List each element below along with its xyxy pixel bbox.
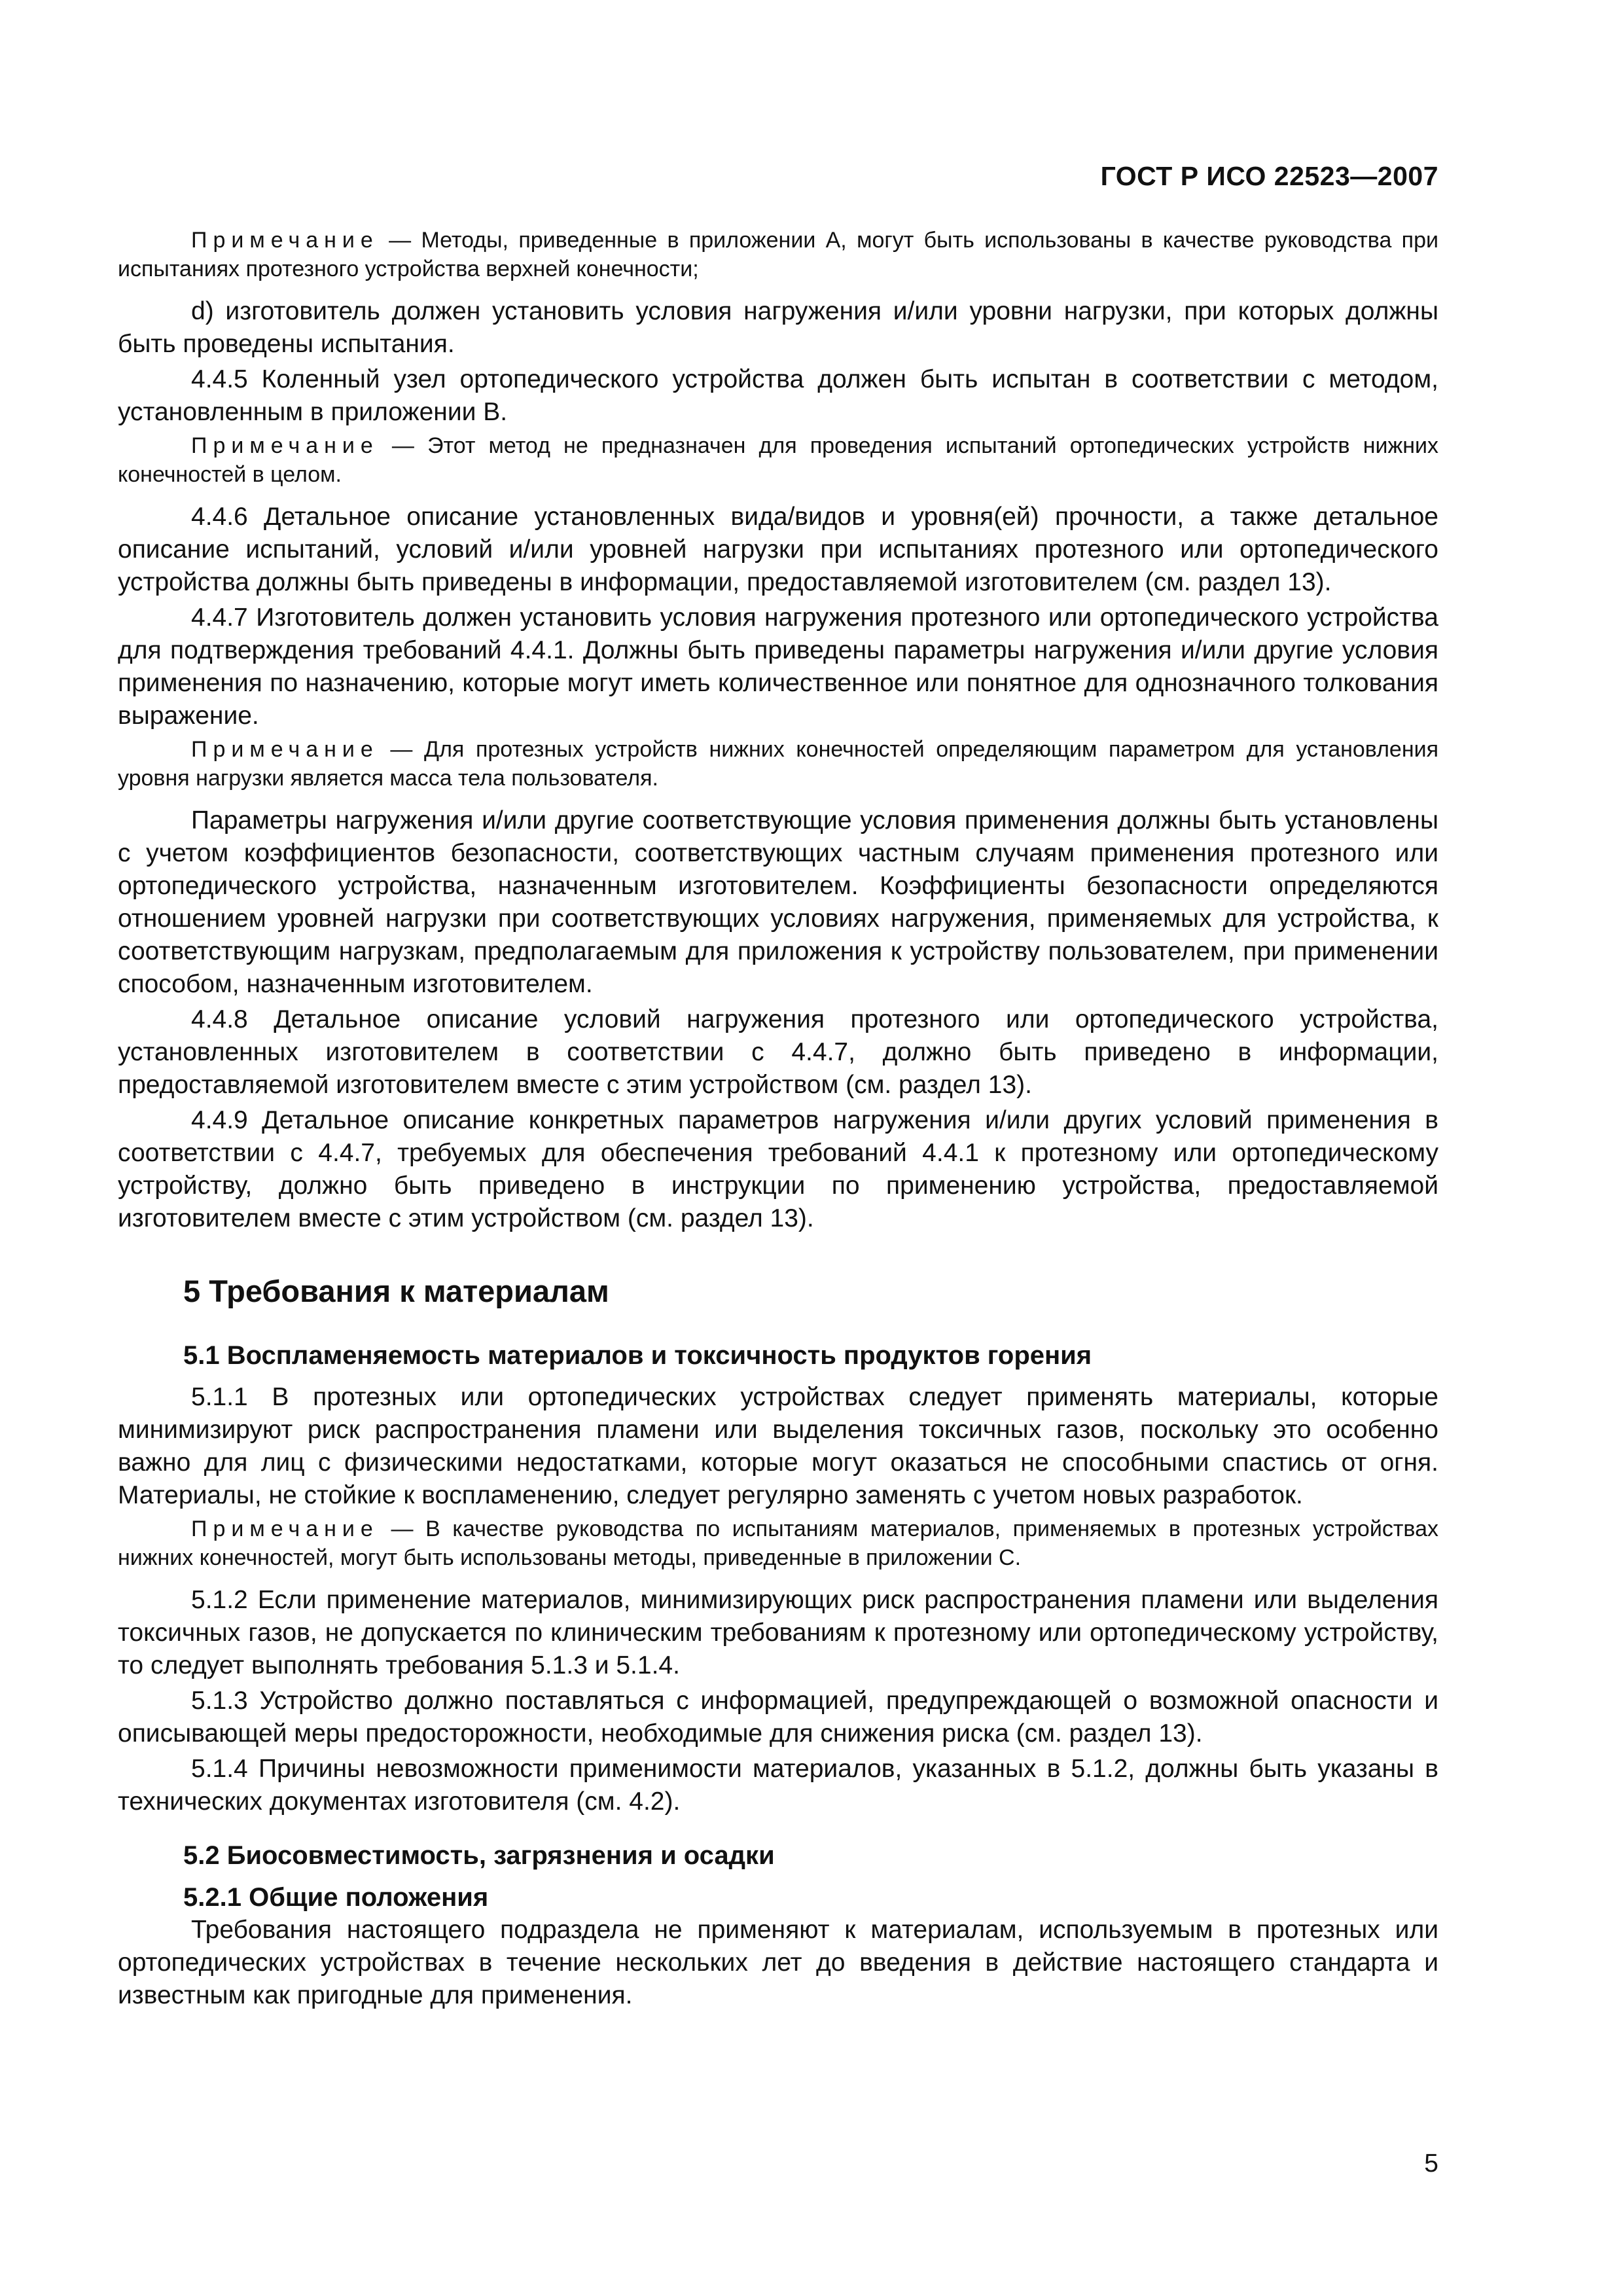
page-number: 5 — [1424, 2149, 1438, 2178]
subsubsection-heading: 5.2.1 Общие положения — [183, 1883, 489, 1912]
body-paragraph: 5.1.1 В протезных или ортопедических устройствах следует применять материалы, которые минимизируют риск распространения пламени или выделения токсичных газов, поскольку это особенно важно для лиц с физическими недостатками, которые могут оказаться не способными спастись от огня. Материалы, не стойкие к воспламенению, следует регулярно заменять с учетом новых разработок. — [118, 1383, 1438, 1509]
body-paragraph: 4.4.8 Детальное описание условий нагружения протезного или ортопедического устройства, установленных изготовителем в соответствии с 4.4.7, должно быть приведено в информации, предоставляемой изготовителем вместе с этим устройством (см. раздел 13). — [118, 1005, 1438, 1099]
note-label: Примечание — [191, 737, 379, 762]
note-paragraph — [118, 226, 1438, 283]
body-paragraph: d) изготовитель должен установить условия нагружения и/или уровни нагрузки, при которых должны быть проведены испытания. — [118, 297, 1438, 358]
body-paragraph: 5.1.4 Причины невозможности применимости материалов, указанных в 5.1.2, должны быть указаны в технических документах изготовителя (см. 4.2). — [118, 1755, 1438, 1816]
note-text: — Методы, приведенные в приложении А, могут быть использованы в качестве руководства при испытаниях протезного устройства верхней конечности; — [118, 228, 1438, 281]
note-paragraph — [118, 431, 1438, 489]
subsection-heading: 5.2 Биосовместимость, загрязнения и осадки — [183, 1841, 775, 1870]
note-label: Примечание — [191, 433, 379, 458]
note-text: — В качестве руководства по испытаниям материалов, применяемых в протезных устройствах нижних конечностей, могут быть использованы методы, приведенные в приложении С. — [118, 1516, 1438, 1570]
body-paragraph: Параметры нагружения и/или другие соответствующие условия применения должны быть установлены с учетом коэффициентов безопасности, соответствующих частным случаям применения протезного или ортопедического устройства, назначенным изготовителем. Коэффициенты безопасности определяются отношением уровней нагрузки при соответствующих условиях нагружения, применяемых для устройства, к соответствующим нагрузкам, предполагаемым для приложения к устройству пользователем, при применении способом, назначенным изготовителем. — [118, 806, 1438, 998]
note-paragraph — [118, 735, 1438, 793]
body-paragraph: 5.1.2 Если применение материалов, минимизирующих риск распространения пламени или выделения токсичных газов, не допускается по клиническим требованиям к протезному или ортопедическому устройству, то следует выполнять требования 5.1.3 и 5.1.4. — [118, 1586, 1438, 1679]
body-paragraph: 4.4.5 Коленный узел ортопедического устройства должен быть испытан в соответствии с методом, установленным в приложении В. — [118, 365, 1438, 426]
document-body — [118, 226, 1438, 2015]
body-paragraph: 4.4.7 Изготовитель должен установить условия нагружения протезного или ортопедического устройства для подтверждения требований 4.4.1. Должны быть приведены параметры нагружения и/или другие условия применения по назначению, которые могут иметь количественное или понятное для однозначного толкования выражение. — [118, 603, 1438, 730]
note-text: — Этот метод не предназначен для проведения испытаний ортопедических устройств нижних конечностей в целом. — [118, 433, 1438, 487]
section-heading: 5 Требования к материалам — [183, 1274, 609, 1308]
subsection-heading: 5.1 Воспламеняемость материалов и токсичность продуктов горения — [183, 1341, 1092, 1370]
note-text: — Для протезных устройств нижних конечностей определяющим параметром для установления уровня нагрузки является масса тела пользователя. — [118, 737, 1438, 791]
standard-id-header: ГОСТ Р ИСО 22523—2007 — [1100, 161, 1438, 191]
body-paragraph: 5.1.3 Устройство должно поставляться с информацией, предупреждающей о возможной опасности и описывающей меры предосторожности, необходимые для снижения риска (см. раздел 13). — [118, 1687, 1438, 1748]
body-paragraph: 4.4.9 Детальное описание конкретных параметров нагружения и/или других условий применения в соответствии с 4.4.7, требуемых для обеспечения требований 4.4.1 к протезному или ортопедическому устройству, должно быть приведено в инструкции по применению устройства, предоставляемой изготовителем вместе с этим устройством (см. раздел 13). — [118, 1106, 1438, 1232]
body-paragraph: Требования настоящего подраздела не применяют к материалам, используемым в протезных или ортопедических устройствах в течение нескольких лет до введения в действие настоящего стандарта и известным как пригодные для применения. — [118, 1916, 1438, 2009]
note-label: Примечание — [191, 1516, 379, 1541]
note-label: Примечание — [191, 228, 379, 253]
note-paragraph — [118, 1515, 1438, 1572]
body-paragraph: 4.4.6 Детальное описание установленных вида/видов и уровня(ей) прочности, а также детальное описание испытаний, условий и/или уровней нагрузки при испытаниях протезного или ортопедического устройства должны быть приведены в информации, предоставляемой изготовителем (см. раздел 13). — [118, 503, 1438, 596]
